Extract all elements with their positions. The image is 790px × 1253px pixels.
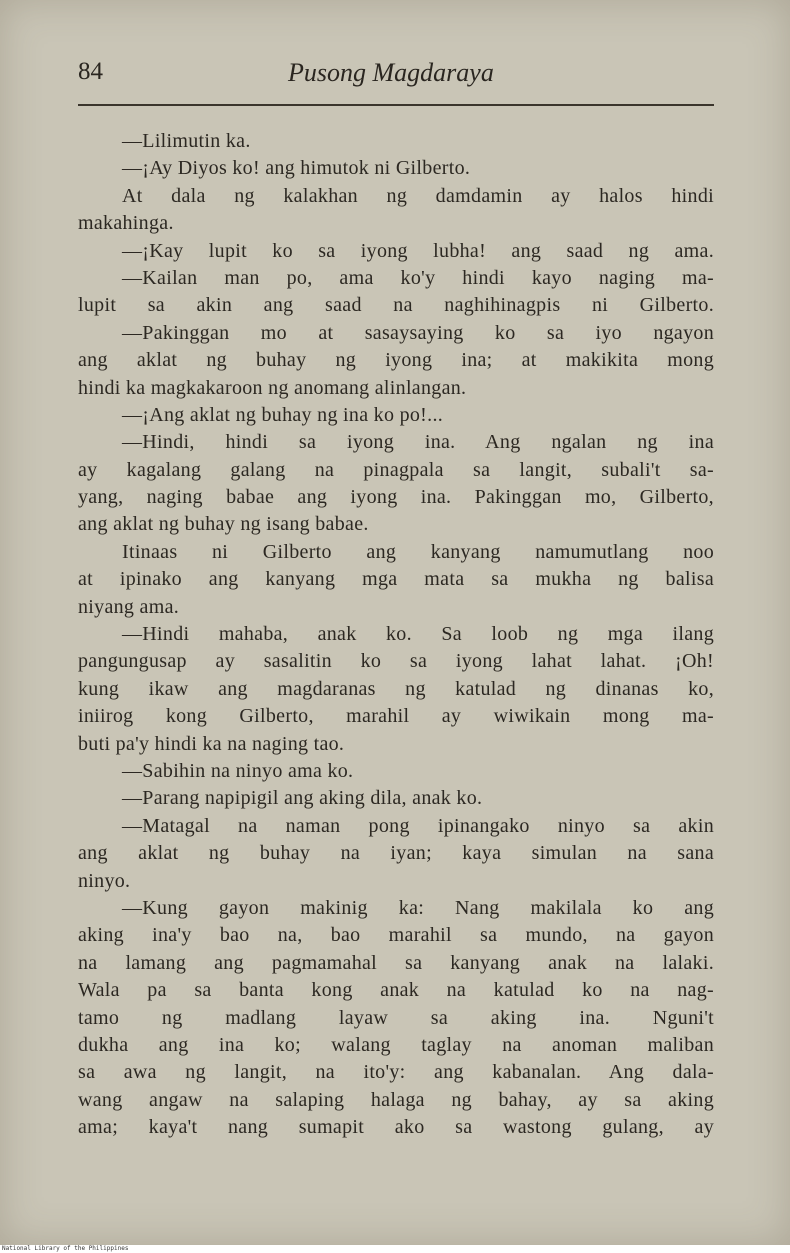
body-text <box>78 128 714 1141</box>
text-line: dukha ang ina ko; walang taglay na anoman maliban <box>78 1033 714 1056</box>
text-line: ang aklat ng buhay ng iyong ina; at makikita mong <box>78 349 714 372</box>
library-credit: National Library of the Philippines <box>0 1245 790 1253</box>
text-line: Wala pa sa banta kong anak na katulad ko na nag- <box>78 979 714 1002</box>
text-line: —¡Kay lupit ko sa iyong lubha! ang saad ng ama. <box>122 239 714 262</box>
text-line: —¡Ang aklat ng buhay ng ina ko po!... <box>122 403 444 426</box>
text-line: ninyo. <box>78 869 131 892</box>
text-line: —Lilimutin ka. <box>122 130 251 152</box>
text-line: buti pa'y hindi ka na naging tao. <box>78 732 345 755</box>
text-line: lupit sa akin ang saad na naghihinagpis ni Gilberto. <box>78 294 714 317</box>
text-line: pangungusap ay sasalitin ko sa iyong lahat lahat. ¡Oh! <box>78 650 714 673</box>
text-line: yang, naging babae ang iyong ina. Pakinggan mo, Gilberto, <box>78 486 714 509</box>
text-line: tamo ng madlang layaw sa aking ina. Nguni't <box>78 1006 714 1029</box>
text-line: sa awa ng langit, na ito'y: ang kabanalan. Ang dala- <box>78 1061 714 1084</box>
text-line: —Pakinggan mo at sasaysaying ko sa iyo ngayon <box>122 321 714 344</box>
text-line: Itinaas ni Gilberto ang kanyang namumutlang noo <box>122 540 714 563</box>
text-line: at ipinako ang kanyang mga mata sa mukha ng balisa <box>78 568 714 591</box>
running-title: Pusong Magdaraya <box>288 58 494 87</box>
text-line: —Sabihin na ninyo ama ko. <box>122 759 354 782</box>
text-line: niyang ama. <box>78 595 180 618</box>
text-line: ang aklat ng buhay na iyan; kaya simulan na sana <box>78 842 714 865</box>
text-line: kung ikaw ang magdaranas ng katulad ng dinanas ko, <box>78 677 714 700</box>
text-line: na lamang ang pagmamahal sa kanyang anak na lalaki. <box>78 951 714 974</box>
text-line: ang aklat ng buhay ng isang babae. <box>78 513 369 536</box>
text-line: —¡Ay Diyos ko! ang himutok ni Gilberto. <box>122 157 471 180</box>
text-line: —Kailan man po, ama ko'y hindi kayo naging ma- <box>122 266 714 289</box>
header-rule <box>78 104 714 106</box>
text-line: wang angaw na salaping halaga ng bahay, ay sa aking <box>78 1088 714 1111</box>
text-line: hindi ka magkakaroon ng anomang alinlangan. <box>78 376 467 399</box>
text-line: ama; kaya't nang sumapit ako sa wastong gulang, ay <box>78 1116 714 1139</box>
text-line: ay kagalang galang na pinagpala sa langit, subali't sa- <box>78 458 714 481</box>
text-line: —Kung gayon makinig ka: Nang makilala ko ang <box>122 896 714 919</box>
text-line: iniirog kong Gilberto, marahil ay wiwikain mong ma- <box>78 705 714 728</box>
text-line: aking ina'y bao na, bao marahil sa mundo, na gayon <box>78 924 714 947</box>
text-line: —Parang napipigil ang aking dila, anak ko. <box>122 787 483 810</box>
page-number: 84 <box>78 58 103 85</box>
page-header <box>78 58 714 98</box>
text-line: —Hindi, hindi sa iyong ina. Ang ngalan ng ina <box>122 431 714 454</box>
text-line: makahinga. <box>78 212 174 235</box>
text-line: —Matagal na naman pong ipinangako ninyo sa akin <box>122 814 714 837</box>
text-line: —Hindi mahaba, anak ko. Sa loob ng mga ilang <box>122 623 714 646</box>
text-line: At dala ng kalakhan ng damdamin ay halos hindi <box>122 184 714 207</box>
